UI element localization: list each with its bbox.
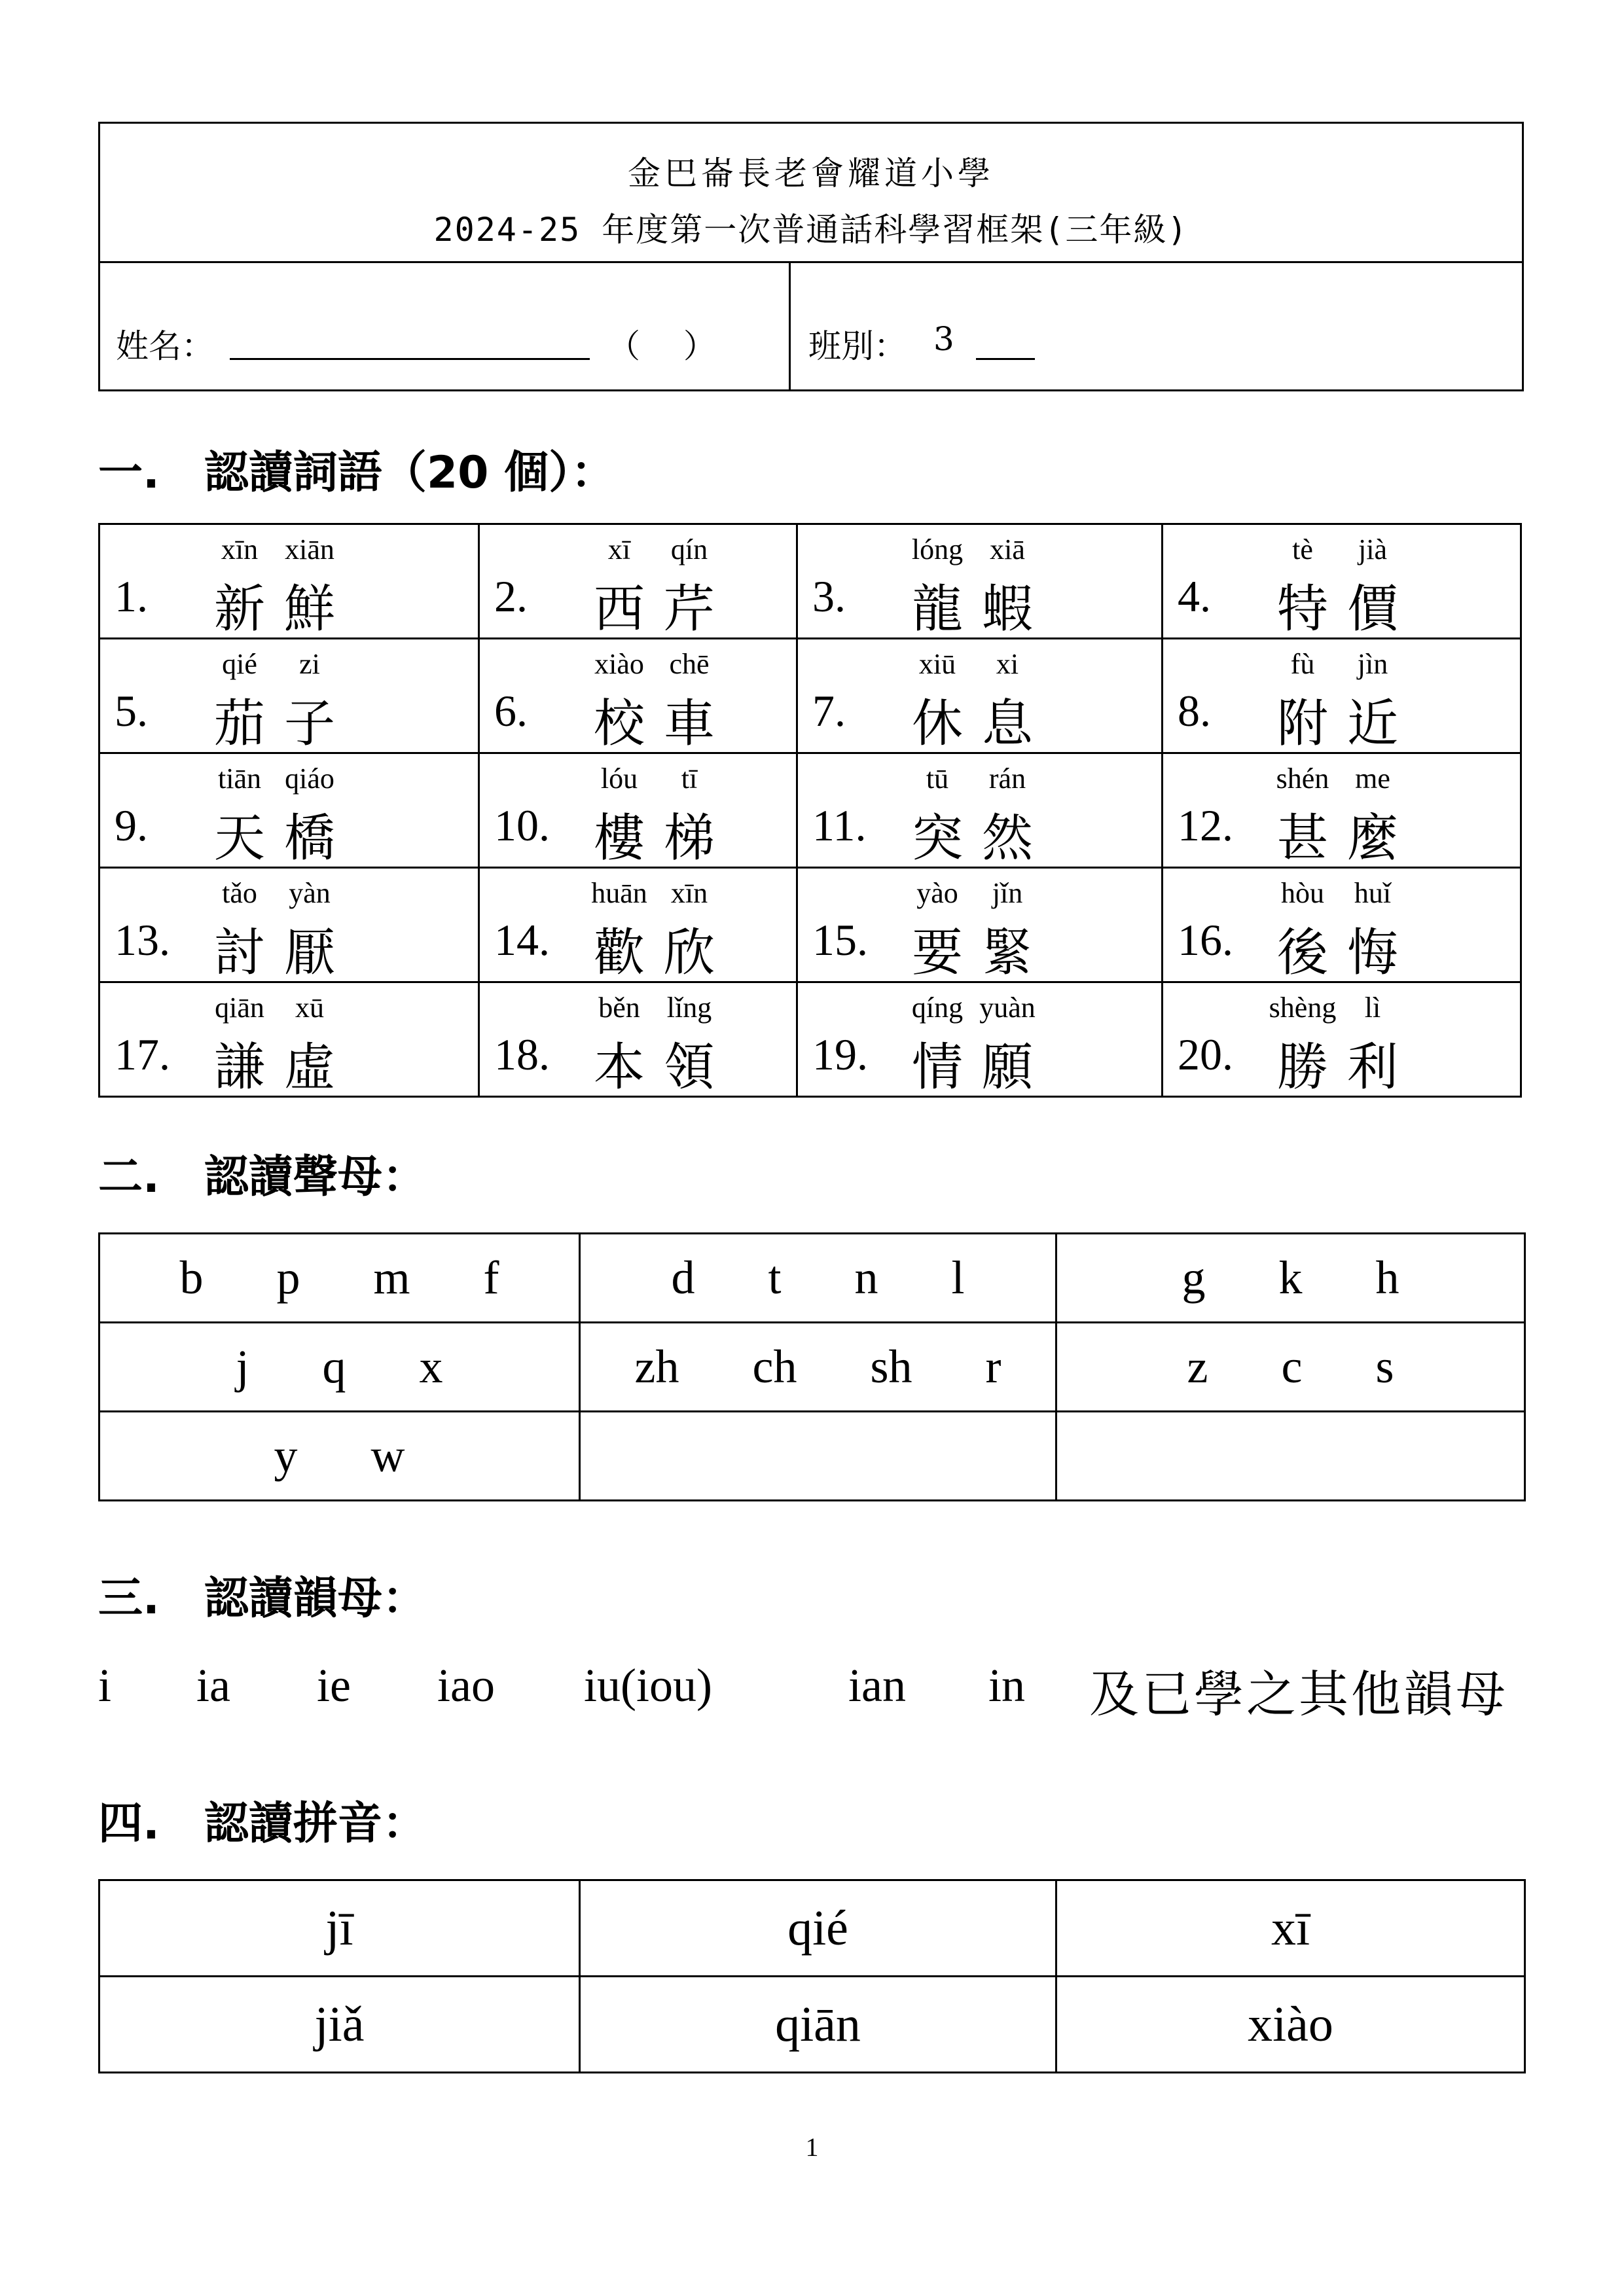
vocab-number: 7. <box>812 686 846 736</box>
document-title: 2024-25 年度第一次普通話科學習框架(三年級) <box>433 211 1189 249</box>
vocab-pinyin: qiān <box>215 992 264 1024</box>
vocab-pinyin: xi <box>996 648 1019 680</box>
vocab-pinyin: xiān <box>285 533 334 565</box>
header-divider <box>100 261 1522 263</box>
vocab-character: 要 <box>911 924 963 982</box>
vocab-character: 車 <box>663 694 715 753</box>
final-item: iao <box>437 1659 495 1712</box>
vocab-pinyin: yàn <box>289 877 331 909</box>
vocab-number: 14. <box>494 915 550 965</box>
vocab-character: 甚 <box>1276 809 1328 868</box>
vocab-pinyin: qíng <box>911 992 964 1024</box>
header-box <box>98 122 1524 391</box>
vocab-pinyin: qié <box>222 648 257 680</box>
vocab-character: 茄 <box>213 694 265 753</box>
vocab-character: 領 <box>663 1038 715 1097</box>
vocab-pinyin: huān <box>591 877 647 909</box>
section-heading-finals: 三. 認讀韻母： <box>98 1573 427 1624</box>
vocab-pinyin: qiáo <box>285 762 334 795</box>
vocab-character: 後 <box>1276 924 1328 982</box>
vocab-number: 9. <box>115 800 148 850</box>
vocab-character: 然 <box>981 809 1033 868</box>
vocab-character: 欣 <box>663 924 715 982</box>
vocab-pinyin: shèng <box>1269 992 1337 1024</box>
vocab-number: 11. <box>812 800 867 850</box>
vocab-character: 息 <box>981 694 1033 753</box>
pinyin-row <box>99 1880 1525 1977</box>
vocab-pinyin: zi <box>299 648 320 680</box>
vocab-pinyin: shén <box>1276 762 1329 795</box>
vocab-cell <box>1163 524 1521 639</box>
vocab-number: 1. <box>115 571 148 621</box>
pinyin-table <box>98 1879 1526 2073</box>
pinyin-cell: qiān <box>580 1977 1056 2073</box>
initials-row <box>99 1234 1525 1323</box>
vocab-cell <box>797 639 1163 753</box>
header-column-divider <box>789 261 791 391</box>
vocab-pinyin: chē <box>669 648 710 680</box>
vocab-row <box>99 524 1521 639</box>
vocab-number: 10. <box>494 800 550 850</box>
vocab-character: 虛 <box>283 1038 335 1097</box>
class-label: 班別： <box>808 327 907 365</box>
vocab-number: 16. <box>1178 915 1233 965</box>
pinyin-cell: jī <box>99 1880 580 1977</box>
vocab-number: 19. <box>812 1030 868 1079</box>
initials-row <box>99 1412 1525 1501</box>
school-name: 金巴崙長老會耀道小學 <box>628 154 994 192</box>
vocab-table <box>98 523 1522 1098</box>
vocab-pinyin: yuàn <box>979 992 1036 1024</box>
vocab-pinyin: qín <box>670 533 708 565</box>
vocab-pinyin: lǐng <box>666 992 712 1024</box>
vocab-character: 麼 <box>1346 809 1398 868</box>
vocab-row <box>99 868 1521 982</box>
vocab-character: 謙 <box>213 1038 265 1097</box>
initials-cell: d t n l <box>580 1234 1056 1323</box>
class-value: 3 <box>933 320 954 358</box>
final-item: ie <box>317 1659 351 1712</box>
vocab-cell <box>479 982 797 1097</box>
vocab-number: 15. <box>812 915 868 965</box>
vocab-cell <box>99 868 479 982</box>
vocab-character: 天 <box>213 809 265 868</box>
name-blank[interactable] <box>230 358 590 360</box>
vocab-cell <box>479 639 797 753</box>
vocab-pinyin: hòu <box>1281 877 1324 909</box>
page-number: 1 <box>805 2132 819 2162</box>
initials-cell <box>1056 1412 1525 1501</box>
vocab-character: 橋 <box>283 809 335 868</box>
pinyin-cell: xī <box>1056 1880 1525 1977</box>
vocab-character: 價 <box>1346 580 1398 639</box>
vocab-character: 突 <box>911 809 963 868</box>
section-heading-initials: 二. 認讀聲母： <box>98 1151 427 1203</box>
vocab-cell <box>797 868 1163 982</box>
vocab-pinyin: yào <box>916 877 958 909</box>
vocab-character: 利 <box>1346 1038 1398 1097</box>
vocab-number: 17. <box>115 1030 170 1079</box>
final-item: ian <box>848 1659 906 1712</box>
vocab-number: 18. <box>494 1030 550 1079</box>
vocab-pinyin: huǐ <box>1354 877 1392 909</box>
vocab-number: 4. <box>1178 571 1211 621</box>
vocab-character: 休 <box>911 694 963 753</box>
finals-note: 及已學之其他韻母 <box>1089 1665 1508 1723</box>
initials-cell: y w <box>99 1412 580 1501</box>
pinyin-cell: xiào <box>1056 1977 1525 2073</box>
vocab-character: 厭 <box>283 924 335 982</box>
vocab-character: 梯 <box>663 809 715 868</box>
vocab-character: 歡 <box>593 924 645 982</box>
class-number-blank[interactable]: （ ） <box>607 327 716 365</box>
vocab-character: 願 <box>981 1038 1033 1097</box>
vocab-pinyin: xīn <box>221 533 259 565</box>
vocab-row <box>99 639 1521 753</box>
vocab-pinyin: xiū <box>918 648 956 680</box>
initials-cell <box>580 1412 1056 1501</box>
vocab-number: 12. <box>1178 800 1233 850</box>
vocab-character: 勝 <box>1276 1038 1328 1097</box>
class-blank[interactable] <box>976 358 1035 360</box>
vocab-character: 蝦 <box>981 580 1033 639</box>
vocab-pinyin: tiān <box>218 762 261 795</box>
vocab-cell <box>99 753 479 868</box>
vocab-pinyin: rán <box>988 762 1026 795</box>
vocab-number: 3. <box>812 571 846 621</box>
vocab-cell <box>797 753 1163 868</box>
vocab-pinyin: xīn <box>670 877 708 909</box>
final-item: ia <box>196 1659 230 1712</box>
vocab-character: 悔 <box>1346 924 1398 982</box>
vocab-character: 緊 <box>981 924 1033 982</box>
vocab-cell <box>1163 639 1521 753</box>
vocab-pinyin: tè <box>1292 533 1313 565</box>
vocab-character: 樓 <box>593 809 645 868</box>
vocab-character: 芹 <box>663 580 715 639</box>
vocab-character: 情 <box>911 1038 963 1097</box>
vocab-number: 2. <box>494 571 528 621</box>
vocab-pinyin: tī <box>681 762 698 795</box>
vocab-character: 討 <box>213 924 265 982</box>
vocab-pinyin: běn <box>598 992 640 1024</box>
pinyin-cell: qié <box>580 1880 1056 1977</box>
vocab-character: 附 <box>1276 694 1328 753</box>
initials-cell: g k h <box>1056 1234 1525 1323</box>
vocab-pinyin: tū <box>926 762 949 795</box>
vocab-cell <box>1163 868 1521 982</box>
vocab-pinyin: lóu <box>600 762 638 795</box>
vocab-number: 13. <box>115 915 170 965</box>
vocab-cell <box>797 982 1163 1097</box>
vocab-pinyin: jià <box>1358 533 1387 565</box>
vocab-character: 本 <box>593 1038 645 1097</box>
vocab-number: 8. <box>1178 686 1211 736</box>
vocab-cell <box>99 524 479 639</box>
pinyin-cell: jiǎ <box>99 1977 580 2073</box>
vocab-character: 特 <box>1276 580 1328 639</box>
vocab-row <box>99 753 1521 868</box>
section-heading-pinyin: 四. 認讀拼音： <box>98 1798 427 1850</box>
final-item: in <box>988 1659 1026 1712</box>
vocab-character: 龍 <box>911 580 963 639</box>
vocab-pinyin: me <box>1355 762 1390 795</box>
pinyin-row <box>99 1977 1525 2073</box>
vocab-character: 西 <box>593 580 645 639</box>
initials-cell: z c s <box>1056 1323 1525 1412</box>
name-label: 姓名： <box>116 327 214 365</box>
vocab-pinyin: xiā <box>990 533 1025 565</box>
vocab-pinyin: xū <box>295 992 324 1024</box>
vocab-pinyin: tǎo <box>222 877 257 909</box>
vocab-pinyin: lóng <box>911 533 964 565</box>
vocab-number: 6. <box>494 686 528 736</box>
final-item: iu(iou) <box>584 1659 712 1712</box>
vocab-character: 鮮 <box>283 580 335 639</box>
initials-cell: b p m f <box>99 1234 580 1323</box>
vocab-pinyin: jǐn <box>992 877 1023 909</box>
vocab-cell <box>1163 753 1521 868</box>
vocab-character: 校 <box>593 694 645 753</box>
final-item: i <box>98 1659 112 1712</box>
vocab-pinyin: xī <box>607 533 631 565</box>
initials-row <box>99 1323 1525 1412</box>
vocab-pinyin: fù <box>1290 648 1315 680</box>
vocab-character: 近 <box>1346 694 1398 753</box>
vocab-cell <box>99 639 479 753</box>
vocab-row <box>99 982 1521 1097</box>
vocab-character: 子 <box>283 694 335 753</box>
vocab-pinyin: lì <box>1364 992 1381 1024</box>
vocab-cell <box>1163 982 1521 1097</box>
initials-table <box>98 1232 1526 1501</box>
vocab-pinyin: jìn <box>1357 648 1388 680</box>
vocab-number: 20. <box>1178 1030 1233 1079</box>
vocab-cell <box>479 868 797 982</box>
vocab-cell <box>479 753 797 868</box>
vocab-cell <box>479 524 797 639</box>
section-heading-vocab: 一. 認讀詞語（20 個）： <box>98 447 616 499</box>
vocab-character: 新 <box>213 580 265 639</box>
initials-cell: zh ch sh r <box>580 1323 1056 1412</box>
vocab-pinyin: xiào <box>594 648 644 680</box>
initials-cell: j q x <box>99 1323 580 1412</box>
vocab-number: 5. <box>115 686 148 736</box>
vocab-cell <box>99 982 479 1097</box>
vocab-cell <box>797 524 1163 639</box>
